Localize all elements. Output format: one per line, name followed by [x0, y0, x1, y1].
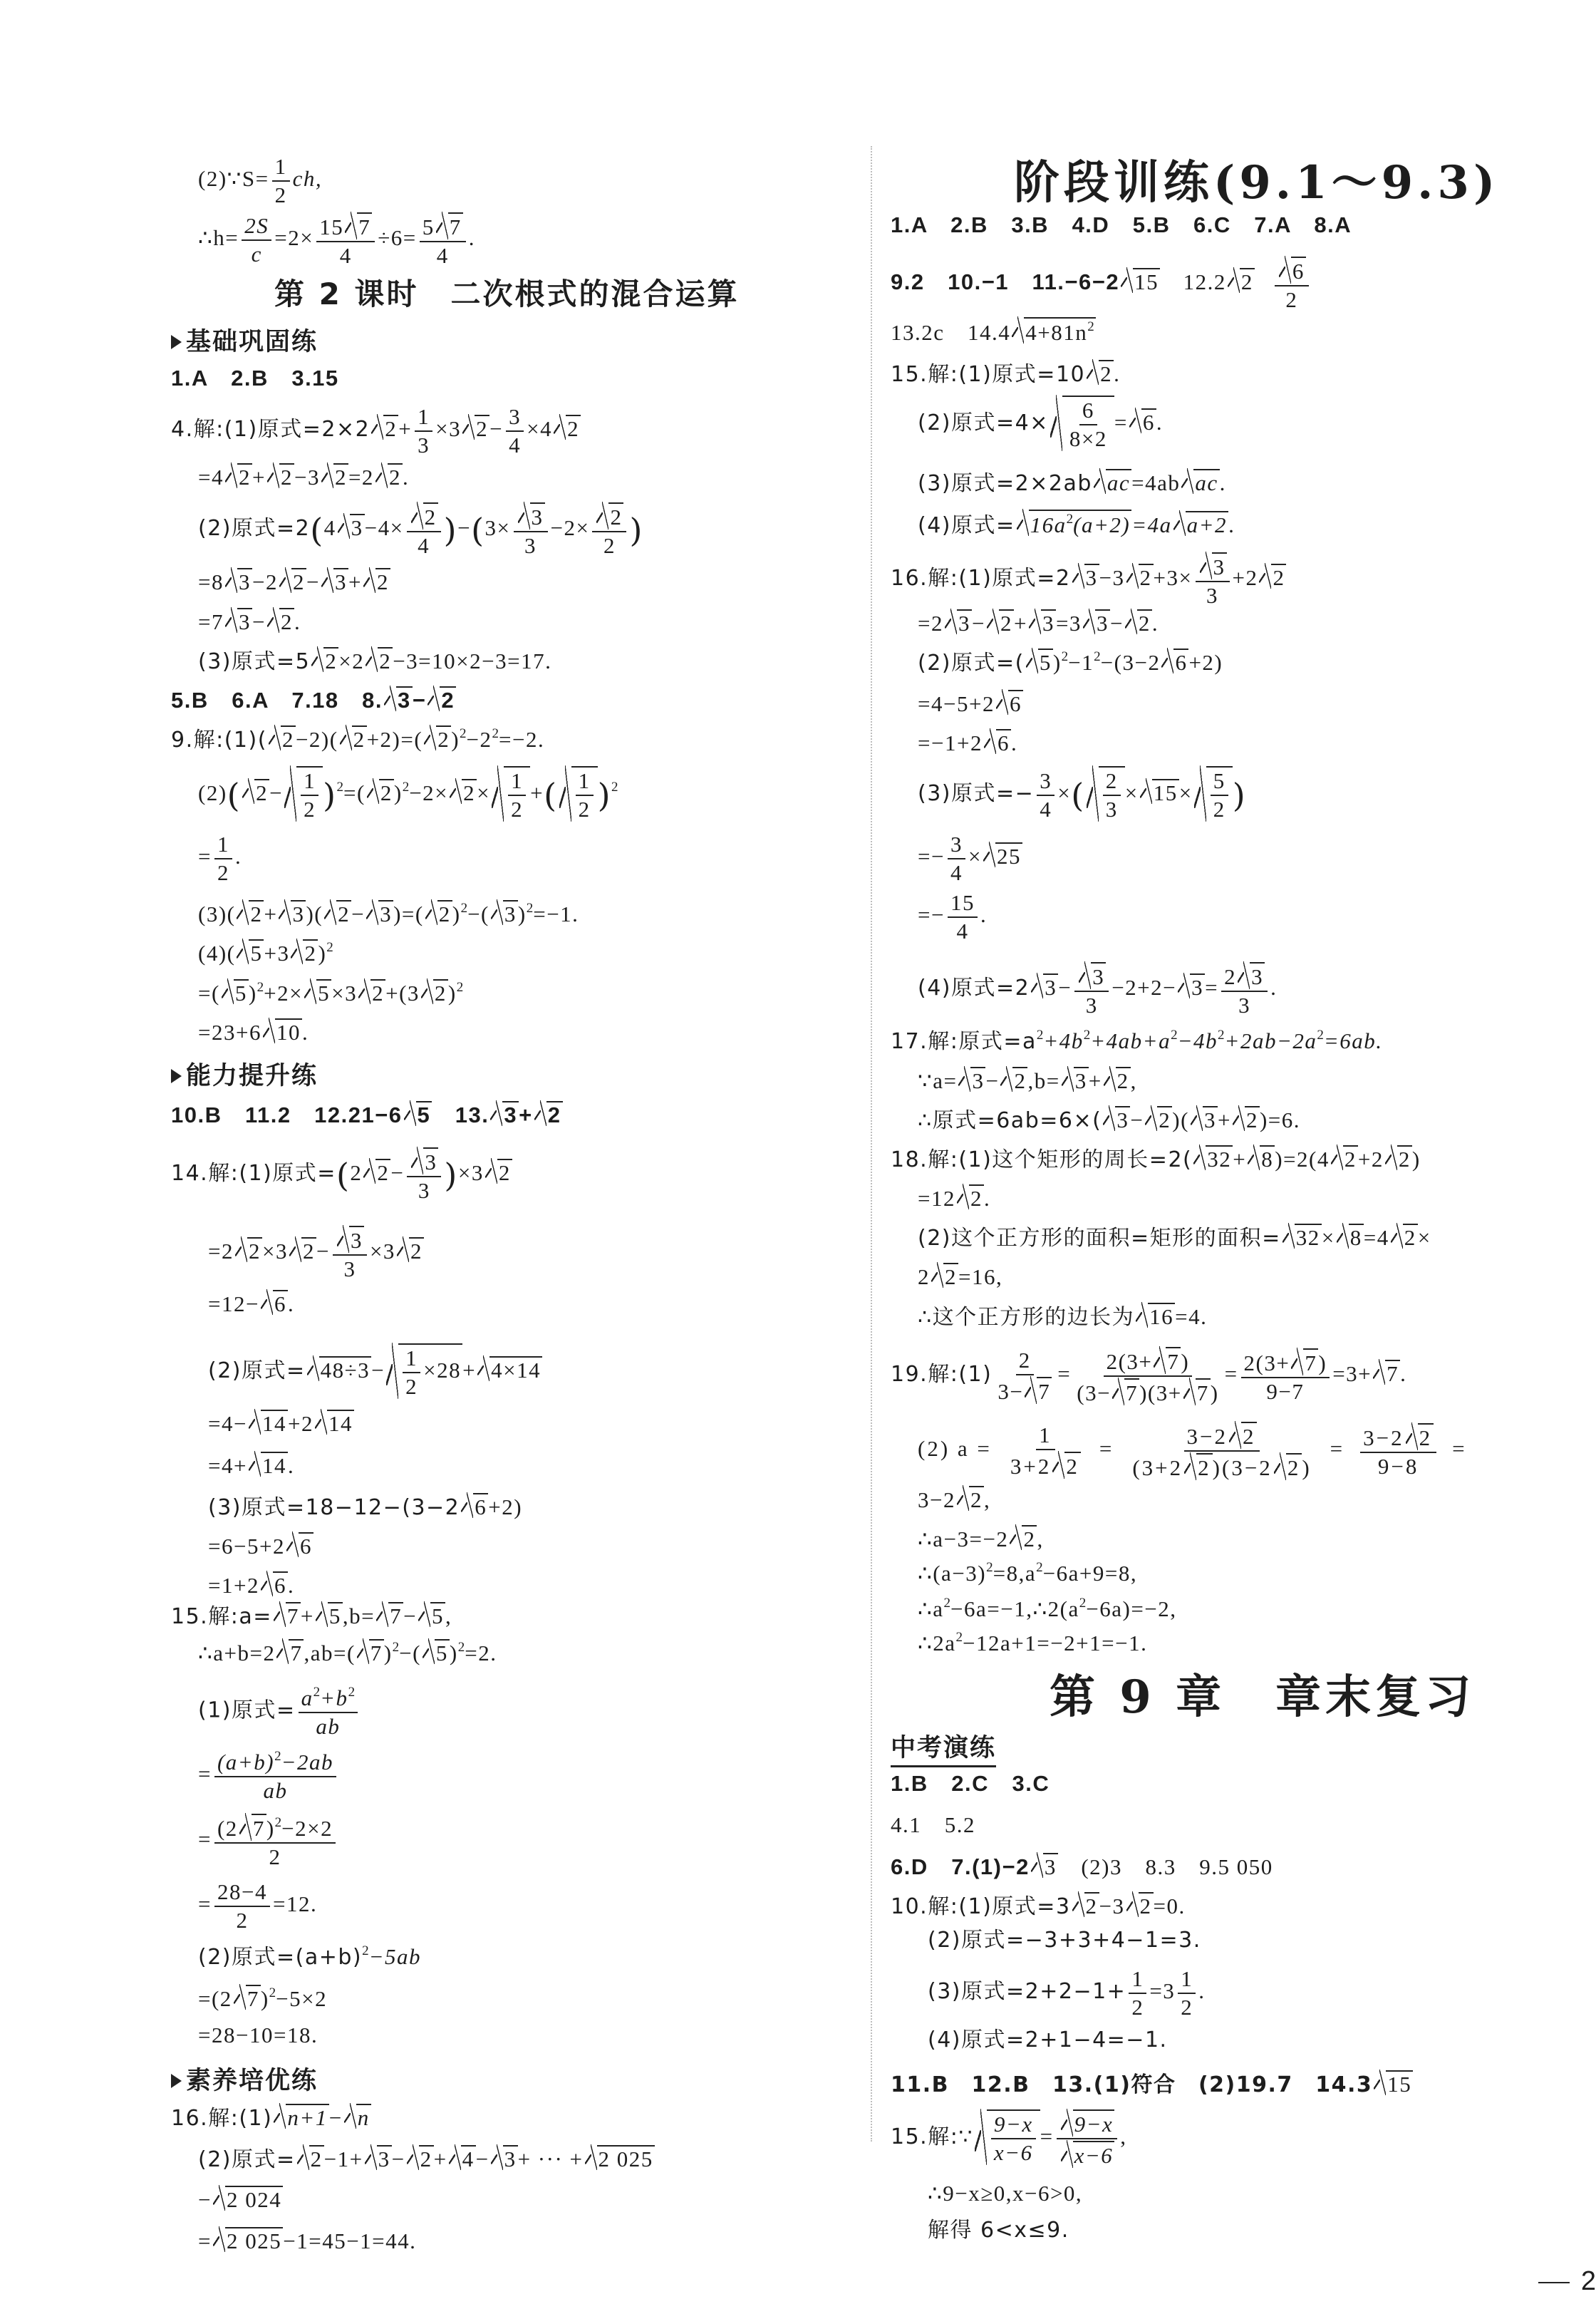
answer-line: =4+ 14.: [208, 1453, 295, 1478]
answer-line: (2)原式=( $5)^2-1^2-(3-2$ 6+2): [918, 649, 1223, 676]
answer-line: 13.2c 14.4 $4+81n^2$: [891, 317, 1096, 343]
answer-line: =( 5)$^2$+2× 5×3 2+(3 2)$^2$: [198, 980, 464, 1006]
answer-line: =28−10=18.: [198, 2023, 318, 2047]
answer-line: =4−5+2 6: [918, 691, 1022, 716]
answer-line: ∴a+b=2 7,ab=( 7)$^2$−( 5)$^2$=2.: [198, 1640, 497, 1665]
answer-line: (4)原式= $16a^2(a+2)=4a$ a+2.: [918, 510, 1235, 537]
answer-line: = 2 025−1=45−1=44.: [198, 2228, 417, 2253]
answer-line: (3)原式=2×2ab ac=4ab ac.: [918, 470, 1226, 496]
answer-line: 2 2=16,: [918, 1264, 1003, 1289]
answer-line: (2) a = $\frac{1}{3+2 2}$ = $\frac{3-2 2}{(3+2 2)(3-2 2)}$ = $\frac{3-2 2}{9-8}$ =: [918, 1422, 1467, 1481]
section-heading: 能力提升练: [171, 1056, 318, 1092]
answer-line: $\therefore a^2-6a=-1,\therefore 2(a^2-6a)=-2$,: [918, 1596, 1177, 1621]
section-heading: 基础巩固练: [171, 322, 318, 358]
answer-line: 1.A 2.B 3.B 4.D 5.B 6.C 7.A 8.A: [891, 212, 1352, 237]
answer-line: = $\frac{1}{2}$ .: [198, 832, 242, 886]
answer-line: ∴这个正方形的边长为 16=4.: [918, 1304, 1208, 1330]
answer-line: =2 2×3 2− $\frac{3}{3}$ ×3 2: [208, 1226, 424, 1281]
answer-line: (3)原式=5 2×2 2−3=10×2−3=17.: [198, 649, 552, 674]
answer-line: =4 2+ 2−3 2=2 2.: [198, 465, 410, 490]
answer-line: 9.解:(1)( 2−2)( 2+2)=( $2)^2-2^2=-2$.: [171, 726, 545, 753]
answer-line: 11.B 12.B 13.(1)符合 (2)19.7 14.3 15: [891, 2072, 1412, 2097]
answer-line: =23+6 10.: [198, 1020, 309, 1045]
answer-line: = $\frac{(a+b)^2-2ab}{ab}$: [198, 1750, 339, 1803]
answer-line: =12 2.: [918, 1186, 991, 1211]
answer-line: 4.1 5.2: [891, 1812, 975, 1837]
answer-line: (4)原式=2 3− $\frac{3}{3}$ −2+2− 3= $\frac{2 3}{3}$ .: [918, 962, 1277, 1018]
answer-line: $\therefore(a-3)^2=8,a^2-6a+9=8$,: [918, 1560, 1138, 1586]
triangle-bullet-icon: [171, 335, 182, 349]
section-heading: 素养培优练: [171, 2061, 318, 2097]
answer-line: 4.解:(1)原式=2×2 2+ $\frac{1}{3}$ ×3 2− $\frac{3}{4}$ ×4 2: [171, 404, 580, 458]
answer-line: (4)( 5+3 2)$^2$: [198, 940, 333, 966]
answer-line: (2)( 2− $\frac{1}{2}$ )$^2$=( 2)$^2$−2× 2× $\frac{1}{2}$ +( $\frac{1}{2}$ )$^2$: [198, 766, 618, 822]
answer-line: 19.解:(1) $\frac{2}{3- 7}$ = $\frac{2(3+ 7)}{(3- 7)(3+ 7)}$ = $\frac{2(3+ 7)}{9-7}$ =3+ 7.: [891, 1348, 1407, 1406]
answer-line: ∴a−3=−2 2,: [918, 1527, 1044, 1551]
page-number: 2: [1538, 2266, 1596, 2297]
answer-line: (3)原式=2+2−1+ $\frac{1}{2}$ =3 $\frac{1}{2}$ .: [928, 1966, 1206, 2020]
answer-line: 16.解:(1) n+1− n: [171, 2105, 370, 2131]
answer-line: =12− 6.: [208, 1291, 295, 1316]
answer-line: (2)原式$=(a+b)^2-5ab$: [198, 1943, 422, 1970]
answer-line: = $\frac{(2 7)^2-2\times 2}{2}$: [198, 1814, 338, 1869]
answer-line: 15.解:∵ $\frac{9-x}{x-6}$ = $\frac{9-x}{x-6}$ ,: [891, 2109, 1127, 2168]
answer-line: − 2 024: [198, 2187, 282, 2212]
answer-line: 10.B 11.2 12.21−6 5 13. 3+ 2: [171, 1102, 561, 1127]
answer-line: =− $\frac{3}{4}$ × 25: [918, 832, 1021, 886]
answer-line: (2)原式= 48÷3− $\frac{1}{2}$ ×28+ 4×14: [208, 1343, 542, 1399]
answer-line: 5.B 6.A 7.18 8. 3− 2: [171, 688, 455, 713]
answer-line: 6.D 7.(1)−2 3 (2)3 8.3 9.5 050: [891, 1854, 1273, 1879]
exam-practice-heading: 中考演练: [891, 1728, 996, 1767]
answer-line: (3)( 2+ 3)( 2− 3)=( 2)$^2$−( 3)$^2$=−1.: [198, 901, 579, 926]
answer-line: (2)∵S= $\frac{1}{2}$ ch,: [198, 154, 323, 208]
answer-line: 15.解:a= 7+ 5,b= 7− 5,: [171, 1603, 452, 1629]
chapter-review-title: 第 9 章 章末复习: [1050, 1670, 1476, 1724]
answer-line: (3)原式=− $\frac{3}{4}$ ×( $\frac{2}{3}$ × 15× $\frac{5}{2}$ ): [918, 766, 1246, 822]
answer-line: =2 3− 2+ 3=3 3− 2.: [918, 611, 1159, 636]
answer-line: 1.B 2.C 3.C: [891, 1771, 1050, 1796]
answer-line: (2)原式=4× $\frac{6}{8\times 2}$ = 6.: [918, 396, 1163, 451]
lesson-title: 第 2 课时 二次根式的混合运算: [274, 277, 740, 311]
answer-line: 1.A 2.B 3.15: [171, 366, 339, 391]
answer-line: ∴h= $\frac{2S}{c}$ =2× $\frac{15 7}{4}$ ÷6= $\frac{5 7}{4}$ .: [198, 213, 475, 269]
answer-line: 3−2 2,: [918, 1487, 991, 1512]
answer-line: 10.解:(1)原式=3 2−3 2=0.: [891, 1894, 1186, 1919]
answer-line: =8 3−2 2− 3+ 2: [198, 569, 389, 594]
answer-line: 解得 6<x≤9.: [928, 2218, 1069, 2243]
answer-line: = $\frac{28-4}{2}$ =12.: [198, 1879, 318, 1933]
answer-line: =4− 14+2 14: [208, 1411, 353, 1436]
answer-line: ∴9−x≥0,x−6>0,: [928, 2181, 1083, 2206]
answer-line: 17.解:原式$=a^2+4b^2+4ab+a^2-4b^2+2ab-2a^2=6ab$.: [891, 1028, 1383, 1054]
answer-line: (2)原式= 2−1+ 3− 2+ 4− 3+ ··· + 2 025: [198, 2147, 653, 2172]
answer-line: 14.解:(1)原式=(2 2− $\frac{3}{3}$ )×3 2: [171, 1147, 512, 1203]
answer-line: (1)原式= $\frac{a^2+b^2}{ab}$: [198, 1685, 361, 1739]
answer-line: (2)原式=−3+3+4−1=3.: [928, 1928, 1201, 1953]
column-divider: [871, 146, 872, 2142]
answer-line: 15.解:(1)原式=10 2.: [891, 361, 1121, 387]
answer-line: ∵a= 3− 2,b= 3+ 2,: [918, 1068, 1137, 1093]
answer-line: 16.解:(1)原式=2 3−3 2+3× $\frac{3}{3}$ +2 2: [891, 552, 1286, 608]
answer-line: =1+2 6.: [208, 1573, 295, 1598]
answer-line: $\therefore 2a^2-12a+1=-2+1=-1$.: [918, 1630, 1148, 1655]
answer-line: ∴原式=6ab=6×( 3− 2)( 3+ 2)=6.: [918, 1107, 1300, 1133]
answer-line: =−1+2 6.: [918, 730, 1018, 755]
stage-training-title: 阶段训练(9.1～9.3): [1014, 156, 1500, 210]
triangle-bullet-icon: [171, 1069, 182, 1083]
answer-line: (2)原式=2(4 3−4× $\frac{2}{4}$ )−(3× $\frac{3}{3}$ −2× $\frac{2}{2}$ ): [198, 502, 643, 558]
answer-line: 18.解:(1)这个矩形的周长=2( 32+ 8)=2(4 2+2 2): [891, 1147, 1421, 1172]
answer-line: =7 3− 2.: [198, 609, 301, 634]
answer-line: 9.2 10.−1 11.−6−2 15 12.2 2 $\frac{6}{2}$: [891, 257, 1312, 312]
answer-line: =− $\frac{15}{4}$ .: [918, 890, 988, 944]
answer-line: =6−5+2 6: [208, 1534, 312, 1559]
answer-line: (2)这个正方形的面积=矩形的面积= 32× 8=4 2×: [918, 1225, 1431, 1251]
footer-dash: [1538, 2282, 1570, 2283]
triangle-bullet-icon: [171, 2074, 182, 2088]
answer-line: =(2 7)$^2$−5×2: [198, 1985, 328, 2011]
answer-line: (4)原式=2+1−4=−1.: [928, 2028, 1168, 2052]
answer-line: (3)原式=18−12−(3−2 6+2): [208, 1494, 523, 1520]
